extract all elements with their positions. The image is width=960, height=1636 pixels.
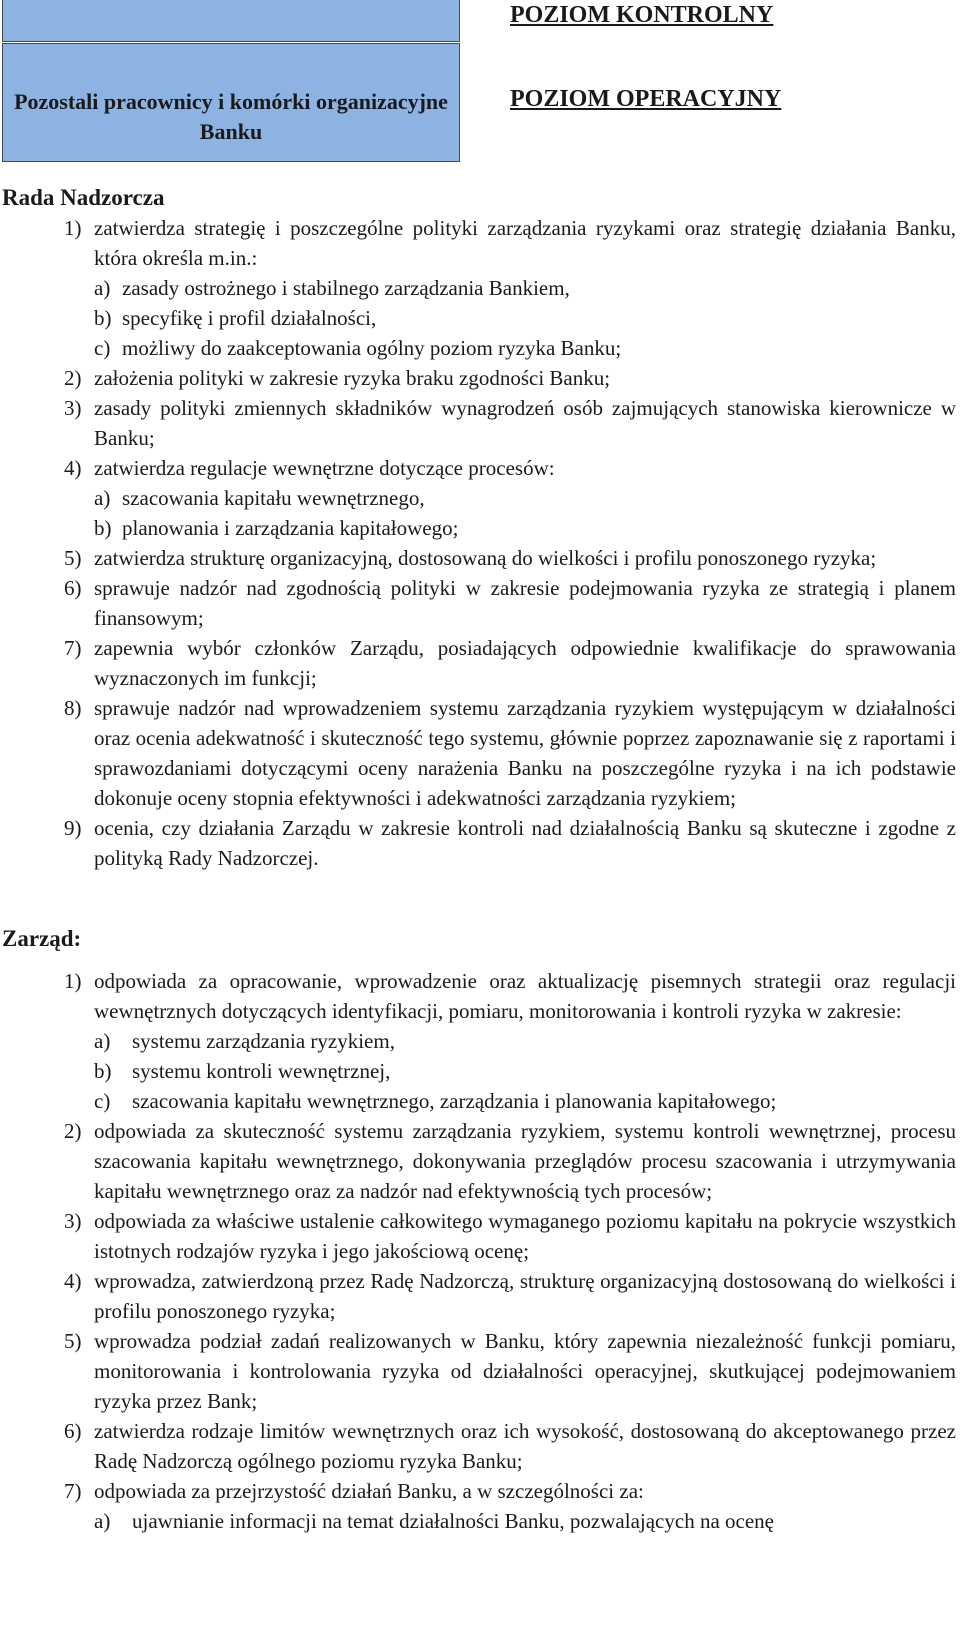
sub-list-item: [94, 1506, 956, 1536]
list-item: [64, 693, 956, 813]
item-text: odpowiada za opracowanie, wprowadzenie oraz aktualizację pisemnych strategii oraz regulacji wewnętrznych dotyczących identyfikacji, pomiaru, monitorowania i kontroli ryzyka w zakresie:: [94, 969, 956, 1023]
item-text: ocenia, czy działania Zarządu w zakresie kontroli nad działalnością Banku są skuteczne i zgodne z polityką Rady Nadzorczej.: [94, 816, 956, 870]
item-number: 4): [64, 456, 82, 480]
sub-list-item: [94, 273, 956, 303]
item-text: zasady polityki zmiennych składników wynagrodzeń osób zajmujących stanowiska kierownicze w Banku;: [94, 396, 956, 450]
list-item: [64, 633, 956, 693]
sub-list-item: [94, 1086, 956, 1116]
level-control-label: POZIOM KONTROLNY: [510, 2, 774, 28]
sub-list: [64, 483, 956, 543]
item-number: 6): [64, 1419, 82, 1443]
sub-item-letter: b): [94, 306, 112, 330]
org-chart-box-label: Pozostali pracownicy i komórki organizacyjne Banku: [14, 88, 448, 144]
sub-item-letter: b): [94, 1059, 112, 1083]
item-text: założenia polityki w zakresie ryzyka braku zgodności Banku;: [94, 366, 611, 390]
item-number: 7): [64, 1479, 82, 1503]
sub-list-item: [94, 303, 956, 333]
section-title-rada: Rada Nadzorcza: [2, 185, 165, 210]
item-text: zatwierdza strategię i poszczególne polityki zarządzania ryzykami oraz strategię działania Banku, która określa m.in.:: [94, 216, 956, 270]
list-item: [64, 573, 956, 633]
item-text: zatwierdza rodzaje limitów wewnętrznych oraz ich wysokość, dostosowaną do akceptowanego przez Radę Nadzorczą ogólnego poziomu ryzyka Banku;: [94, 1419, 956, 1473]
list-item: [64, 363, 956, 393]
item-number: 1): [64, 969, 82, 993]
sub-item-letter: a): [94, 486, 111, 510]
item-text: sprawuje nadzór nad wprowadzeniem systemu zarządzania ryzykiem występującym w działalności oraz ocenia adekwatność i skuteczność tego systemu, głównie poprzez zapoznawanie się z raportami i sprawozdaniami dotyczącymi oceny narażenia Banku na poszczególne ryzyka i na ich podstawie dokonuje oceny stopnia efektywności i adekwatności zarządzania ryzykiem;: [94, 696, 956, 810]
sub-list-item: [94, 483, 956, 513]
item-number: 3): [64, 1209, 82, 1233]
item-text: odpowiada za właściwe ustalenie całkowitego wymaganego poziomu kapitału na pokrycie wszystkich istotnych rodzajów ryzyka i jego jakościową ocenę;: [94, 1209, 956, 1263]
sub-list: [64, 1506, 956, 1536]
sub-item-letter: b): [94, 516, 112, 540]
list-item: [64, 813, 956, 873]
item-number: 6): [64, 576, 82, 600]
sub-item-text: szacowania kapitału wewnętrznego,: [122, 486, 425, 510]
org-chart-box-staff: [2, 43, 460, 162]
sub-list-item: [94, 333, 956, 363]
item-number: 5): [64, 1329, 82, 1353]
list-item: [64, 453, 956, 543]
level-operational-label: POZIOM OPERACYJNY: [510, 86, 782, 112]
sub-item-text: możliwy do zaakceptowania ogólny poziom ryzyka Banku;: [122, 336, 622, 360]
sub-item-text: systemu kontroli wewnętrznej,: [132, 1059, 391, 1083]
org-chart-box-top: [2, 0, 460, 42]
list-item: [64, 393, 956, 453]
sub-item-text: systemu zarządzania ryzykiem,: [132, 1029, 395, 1053]
item-number: 2): [64, 366, 82, 390]
list-item: [64, 543, 956, 573]
item-text: wprowadza podział zadań realizowanych w Banku, który zapewnia niezależność funkcji pomiaru, monitorowania i kontrolowania ryzyka od działalności operacyjnej, skutkującej podejmowaniem ryzyka przez Bank;: [94, 1329, 956, 1413]
item-text: wprowadza, zatwierdzoną przez Radę Nadzorczą, strukturę organizacyjną dostosowaną do wielkości i profilu ponoszonego ryzyka;: [94, 1269, 956, 1323]
item-text: zatwierdza strukturę organizacyjną, dostosowaną do wielkości i profilu ponoszonego ryzyka;: [94, 546, 877, 570]
item-text: odpowiada za skuteczność systemu zarządzania ryzykiem, systemu kontroli wewnętrznej, procesu szacowania kapitału wewnętrznego, dokonywania przeglądów procesu szacowania i utrzymywania kapitału wewnętrznego oraz za nadzór nad efektywnością tych procesów;: [94, 1119, 956, 1203]
list-item: [64, 1326, 956, 1416]
list-item: [64, 1116, 956, 1206]
item-number: 3): [64, 396, 82, 420]
sub-item-text: ujawnianie informacji na temat działalności Banku, pozwalających na ocenę: [132, 1509, 774, 1533]
item-number: 7): [64, 636, 82, 660]
sub-item-text: planowania i zarządzania kapitałowego;: [122, 516, 459, 540]
list-item: [64, 1206, 956, 1266]
section-title-zarzad: Zarząd:: [2, 926, 82, 951]
list-item: [64, 966, 956, 1116]
item-number: 2): [64, 1119, 82, 1143]
rada-duties-list: [64, 213, 956, 873]
sub-item-letter: a): [94, 1509, 111, 1533]
item-number: 8): [64, 696, 82, 720]
sub-item-letter: a): [94, 1029, 111, 1053]
sub-list: [64, 273, 956, 363]
sub-item-letter: a): [94, 276, 111, 300]
item-text: zatwierdza regulacje wewnętrzne dotyczące procesów:: [94, 456, 555, 480]
list-item: [64, 213, 956, 363]
sub-list-item: [94, 1056, 956, 1086]
item-number: 5): [64, 546, 82, 570]
sub-list-item: [94, 513, 956, 543]
item-text: odpowiada za przejrzystość działań Banku, a w szczególności za:: [94, 1479, 644, 1503]
item-text: zapewnia wybór członków Zarządu, posiadających odpowiednie kwalifikacje do sprawowania wyznaczonych im funkcji;: [94, 636, 956, 690]
list-item: [64, 1416, 956, 1476]
item-text: sprawuje nadzór nad zgodnością polityki w zakresie podejmowania ryzyka ze strategią i planem finansowym;: [94, 576, 956, 630]
item-number: 1): [64, 216, 82, 240]
item-number: 4): [64, 1269, 82, 1293]
sub-list-item: [94, 1026, 956, 1056]
sub-list: [64, 1026, 956, 1116]
item-number: 9): [64, 816, 82, 840]
sub-item-letter: c): [94, 336, 111, 360]
list-item: [64, 1266, 956, 1326]
sub-item-text: specyfikę i profil działalności,: [122, 306, 377, 330]
sub-item-text: szacowania kapitału wewnętrznego, zarządzania i planowania kapitałowego;: [132, 1089, 777, 1113]
sub-item-letter: c): [94, 1089, 111, 1113]
zarzad-duties-list: [64, 966, 956, 1536]
sub-item-text: zasady ostrożnego i stabilnego zarządzania Bankiem,: [122, 276, 570, 300]
list-item: [64, 1476, 956, 1536]
